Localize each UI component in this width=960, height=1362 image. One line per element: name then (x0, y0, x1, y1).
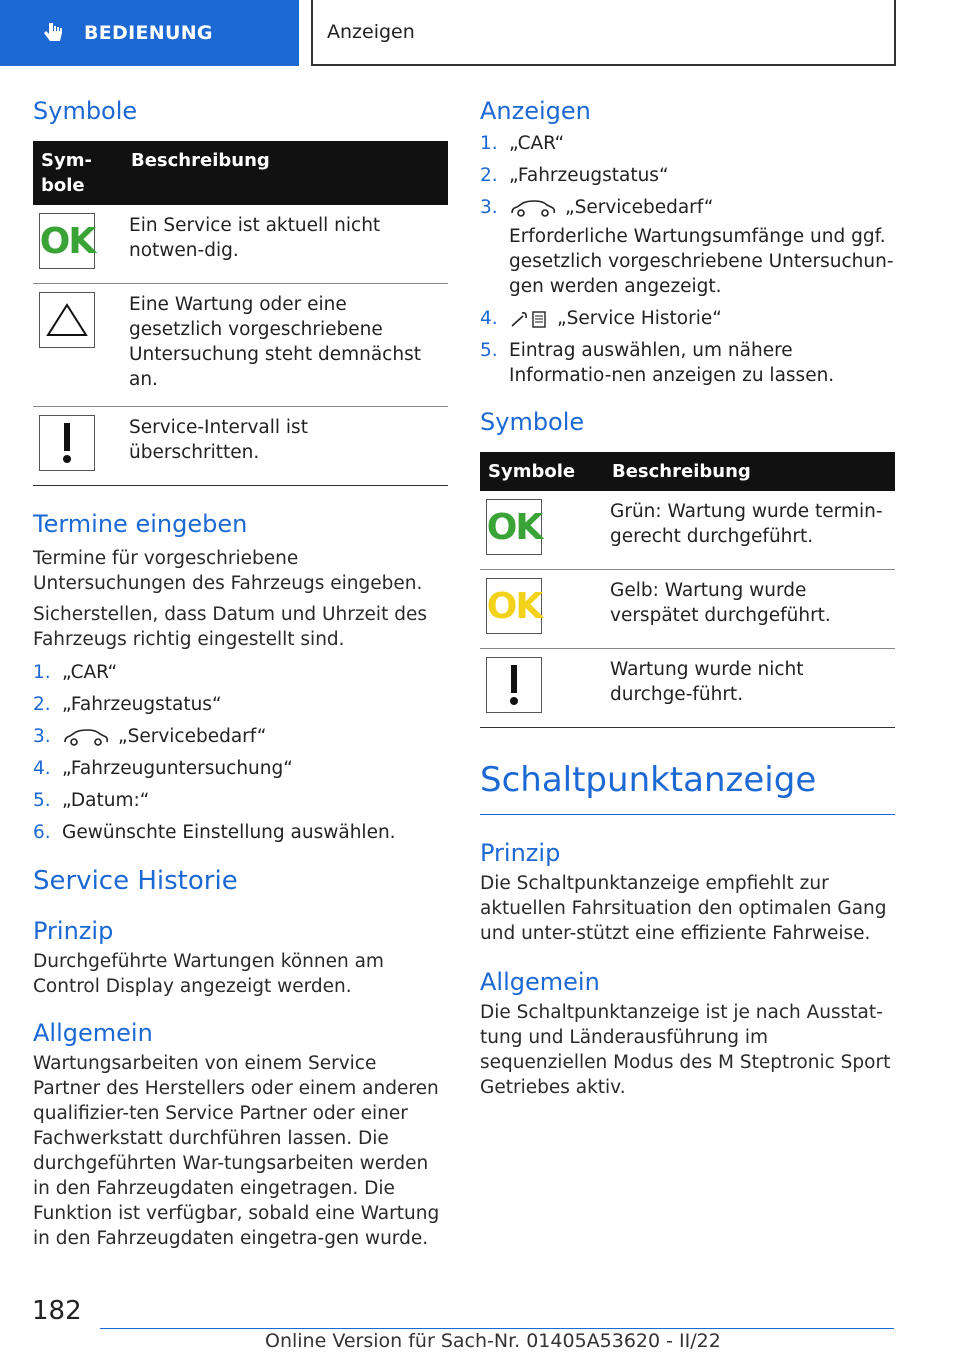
exclamation-icon (486, 657, 542, 713)
page-header (0, 0, 960, 66)
symbols-heading-2: Symbole (480, 408, 585, 436)
row-description: Eine Wartung oder eine gesetzlich vorgeschriebene Untersuchung steht demnächst an. (123, 284, 448, 407)
symbols-heading: Symbole (33, 97, 138, 125)
table-header-symbols: Symbole (480, 452, 604, 491)
row-description: Grün: Wartung wurde termin-gerecht durchgeführt. (604, 491, 895, 570)
ok-yellow-icon: OK (486, 578, 542, 634)
page-footer (0, 1290, 960, 1362)
list-item: 2. „Fahrzeugstatus“ (480, 165, 669, 186)
symbols-table-2 (480, 452, 895, 728)
left-column (33, 95, 448, 1251)
right-column (480, 95, 895, 1100)
schalt-prinzip-text: Die Schaltpunktanzeige empfiehlt zur aktuellen Fahrsituation den optimalen Gang und unter-stützt eine effiziente Fahrweise. (480, 873, 887, 944)
allgemein-heading: Allgemein (33, 1019, 153, 1047)
list-item: 5. Eintrag auswählen, um nähere Informatio-nen anzeigen zu lassen. (480, 340, 835, 386)
ok-icon: OK (39, 213, 95, 269)
table-row (480, 570, 895, 649)
list-item: 1. „CAR“ (33, 662, 118, 683)
page-number: 182 (32, 1296, 82, 1326)
table-header-symbols: Sym- bole (33, 141, 123, 205)
table-row (33, 284, 448, 407)
table-header-description: Beschreibung (123, 141, 448, 205)
symbols-table-1 (33, 141, 448, 486)
car-icon (509, 198, 557, 218)
service-historie-heading: Service Historie (33, 866, 238, 896)
table-row (33, 407, 448, 486)
step-subtext: Erforderliche Wartungsumfänge und ggf. gesetzlich vorgeschriebene Untersuchun-gen werden angezeigt. (509, 226, 894, 297)
allgemein-text: Wartungsarbeiten von einem Service Partner des Herstellers oder einem anderen qualifizier-ten Service Partner oder einer Fachwerkstatt durchführen lassen. Die durchgeführten War-tungsarbeiten werden in den Fahrzeugdaten eingetragen. Die Funktion ist verfügbar, sobald eine Wartung in den Fahrzeugdaten eingetra-gen wurde. (33, 1053, 440, 1249)
section-title: BEDIENUNG (84, 22, 213, 44)
chapter-title: Anzeigen (327, 21, 415, 43)
row-description: Ein Service ist aktuell nicht notwen-dig. (123, 205, 448, 284)
anzeigen-heading: Anzeigen (480, 97, 591, 125)
list-item: 6. Gewünschte Einstellung auswählen. (33, 822, 396, 843)
table-row (480, 491, 895, 570)
schalt-heading: Schaltpunktanzeige (480, 756, 895, 815)
footer-divider (100, 1328, 894, 1329)
schalt-allgemein-text: Die Schaltpunktanzeige ist je nach Ausstat-tung und Länderausführung im sequenziellen Modus des M Steptronic Sport Getriebes aktiv. (480, 1002, 891, 1098)
list-item: 3. „Servicebedarf“ (33, 726, 267, 747)
schalt-prinzip-heading: Prinzip (480, 839, 561, 867)
row-description: Wartung wurde nicht durchge-führt. (604, 649, 895, 728)
triangle-warning-icon (39, 292, 95, 348)
table-row (33, 205, 448, 284)
chapter-box (311, 0, 896, 66)
exclamation-icon (39, 415, 95, 471)
termine-p1: Termine für vorgeschriebene Untersuchungen des Fahrzeugs eingeben. (33, 548, 423, 594)
footer-text: Online Version für Sach-Nr. 01405A53620 - II/22 (265, 1330, 721, 1352)
list-item: 4. „Service Historie“ (480, 308, 722, 329)
list-item: 5. „Datum:“ (33, 790, 150, 811)
list-item: 1. „CAR“ (480, 133, 565, 154)
list-item: 2. „Fahrzeugstatus“ (33, 694, 222, 715)
row-description: Gelb: Wartung wurde verspätet durchgeführt. (604, 570, 895, 649)
prinzip-text: Durchgeführte Wartungen können am Control Display angezeigt werden. (33, 951, 384, 997)
row-description: Service-Intervall ist überschritten. (123, 407, 448, 486)
termine-p2: Sicherstellen, dass Datum und Uhrzeit des Fahrzeugs richtig eingestellt sind. (33, 604, 427, 650)
hand-pointer-icon (40, 20, 66, 46)
termine-steps (33, 660, 448, 845)
service-history-icon (509, 308, 549, 330)
section-tab[interactable] (0, 0, 299, 66)
schalt-allgemein-heading: Allgemein (480, 968, 600, 996)
list-item: 3. „Servicebedarf“ Erforderliche Wartungsumfänge und ggf. gesetzlich vorgeschriebene Untersuchun-gen werden angezeigt. (480, 197, 894, 297)
termine-heading: Termine eingeben (33, 510, 248, 538)
table-row (480, 649, 895, 728)
prinzip-heading: Prinzip (33, 917, 114, 945)
anzeigen-steps (480, 131, 895, 388)
table-header-description: Beschreibung (604, 452, 895, 491)
ok-green-icon: OK (486, 499, 542, 555)
car-icon (62, 727, 110, 747)
list-item: 4. „Fahrzeuguntersuchung“ (33, 758, 293, 779)
